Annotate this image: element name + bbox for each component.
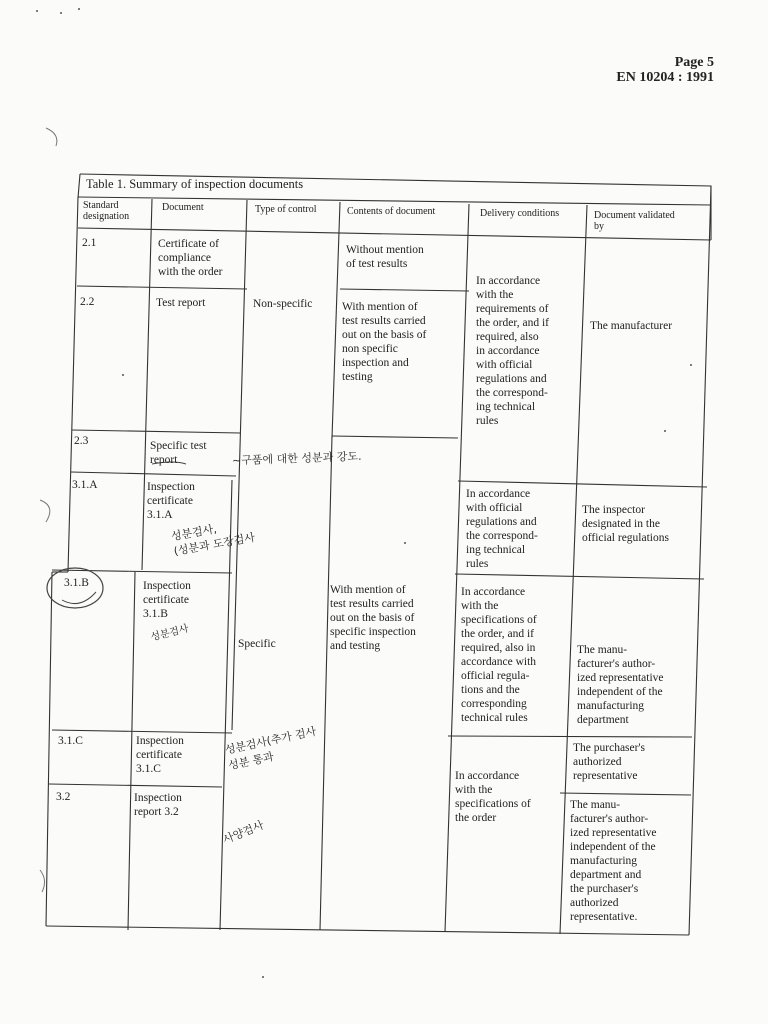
designation-3-1-b: 3.1.B — [64, 577, 89, 589]
contents-2-2: With mention of test results carried out on the basis of non specific inspection and testing — [342, 301, 427, 383]
table-caption: Table 1. Summary of inspection documents — [86, 177, 304, 191]
control-non-specific: Non-specific — [253, 298, 313, 310]
delivery-3-1-b: In accordance with the specifications of the order, and if required, also in accordance with official regula- tions and the corresponding technical rules — [461, 586, 537, 724]
col-header-document: Document — [162, 202, 204, 213]
validated-3-2: The manu- facturer's author- ized representative independent of the manufacturing department and the purchaser's authorized representative. — [570, 799, 657, 923]
contents-specific: With mention of test results carried out on the basis of specific inspection and testing — [330, 584, 416, 652]
validated-3-1-c: The purchaser's authorized representative — [573, 742, 645, 782]
designation-3-2: 3.2 — [56, 791, 71, 803]
document-2-1: Certificate of compliance with the order — [158, 238, 223, 278]
col-header-designation: Standard designation — [83, 200, 130, 222]
document-2-2: Test report — [156, 297, 206, 309]
standard-reference: EN 10204 : 1991 — [616, 70, 714, 85]
designation-2-2: 2.2 — [80, 296, 95, 308]
designation-3-1-a: 3.1.A — [72, 479, 98, 491]
document-3-1-c: Inspection certificate 3.1.C — [136, 735, 184, 775]
contents-2-1: Without mention of test results — [346, 244, 424, 270]
col-header-contents: Contents of document — [347, 206, 436, 217]
document-3-1-a: Inspection certificate 3.1.A — [147, 481, 195, 521]
document-3-2: Inspection report 3.2 — [134, 792, 182, 818]
designation-3-1-c: 3.1.C — [58, 735, 83, 747]
col-header-control: Type of control — [255, 204, 317, 215]
document-3-1-b: Inspection certificate 3.1.B — [143, 580, 191, 620]
designation-2-3: 2.3 — [74, 435, 89, 447]
control-specific: Specific — [238, 638, 276, 650]
designation-2-1: 2.1 — [82, 237, 97, 249]
delivery-2: In accordance with the requirements of the order, and if required, also in accordance with official regulations and the correspond- ing technical rules — [476, 275, 549, 427]
handwritten-note-3-2: 사양검사 — [221, 818, 266, 847]
validated-3-1-a: The inspector designated in the official regulations — [582, 504, 669, 544]
delivery-3-c: In accordance with the specifications of the order — [455, 770, 531, 824]
handwritten-note-3-1-b: 성분검사 — [149, 623, 190, 644]
validated-2: The manufacturer — [590, 320, 673, 332]
document-2-3: Specific test report — [150, 440, 207, 466]
validated-3-1-b: The manu- facturer's author- ized representative independent of the manufacturing department — [577, 644, 664, 726]
handwritten-note-3-1-a: 성분검사, (성분과 도장검사 — [170, 522, 256, 558]
col-header-validated: Document validated by — [594, 210, 675, 232]
handwritten-note-3-1-c: 성분검사(추가 검사 성분 통과 — [223, 724, 318, 773]
delivery-3-1-a: In accordance with official regulations and the correspond- ing technical rules — [466, 488, 538, 570]
page-number: Page 5 — [674, 55, 714, 70]
handwritten-note-2-3: ~구품에 대한 성분과 강도. — [231, 449, 362, 468]
col-header-delivery: Delivery conditions — [480, 208, 560, 219]
